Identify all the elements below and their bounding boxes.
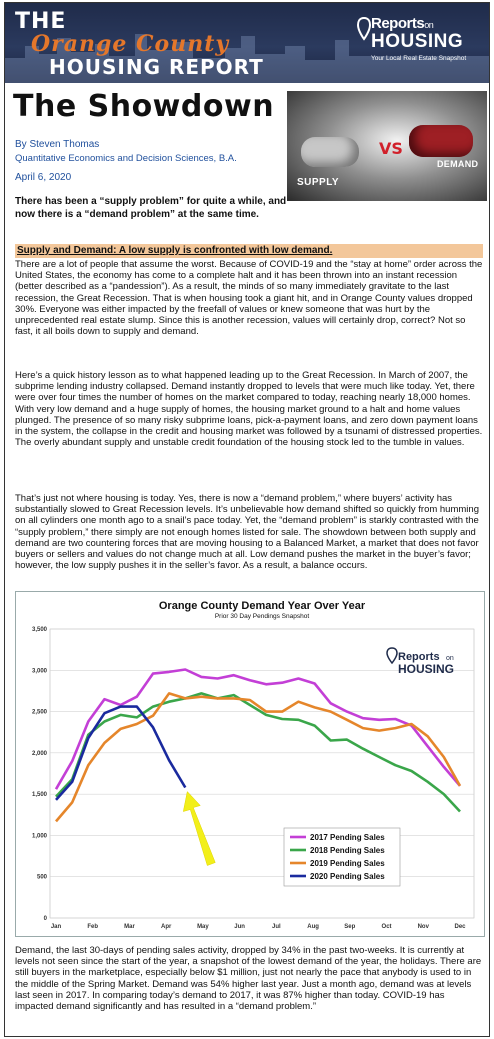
paragraph-1: There are a lot of people that assume the worst. Because of COVID-19 and the “stay at home” order across the United States, the economy has come to a complete halt and it has been thrown into an instant recession (better described as a “pandession”). As a result, the minds of so many immediately gravitate to the last recession, the Great Recession. That is when housing took a giant hit, and in Orange County values dropped 30%. Everyone was either impacted by the freefall of values or knew someone that was hurt by the unprecedented real estate slump. Since this is another recession, values will certainly drop, correct? Not so fast, it all boils down to supply and demand. — [15, 259, 483, 338]
x-tick-label: Aug — [307, 924, 319, 930]
x-tick-label: Jun — [234, 924, 245, 930]
x-tick-label: Oct — [381, 924, 392, 930]
chart-logo-housing: HOUSING — [398, 662, 455, 676]
y-tick-label: 3,500 — [31, 627, 47, 633]
paragraph-4: Demand, the last 30-days of pending sales activity, dropped by 34% in the past two-weeks. It is currently at levels not seen since the start of the year, a snapshot of the lowest demand of the year, the holidays. There are still buyers in the marketplace, especially below $1 million, just not nearly the pace that anybody is used to in the middle of the Spring Market. Demand was 54% higher last year. Just a month ago, demand was at levels last seen in 2017. In comparing today’s demand to 2017, it was 87% higher than today. COVID-19 has impacted demand significantly and has resulted in a “demand problem.” — [15, 945, 482, 1013]
chart-logo-on: on — [446, 655, 454, 662]
supply-fist-graphic — [301, 137, 359, 167]
banner-county: Orange County — [31, 31, 230, 57]
x-tick-label: Jan — [50, 924, 62, 930]
reports-on-housing-logo — [357, 15, 477, 71]
supply-vs-demand-image — [287, 91, 487, 201]
chart-logo-reports: Reports — [398, 651, 440, 663]
y-tick-label: 1,500 — [31, 792, 47, 799]
author-affiliation: Quantitative Economics and Decision Sciences, B.A. — [15, 153, 237, 164]
banner-housing-report: HOUSING REPORT — [49, 55, 264, 79]
y-tick-label: 2,500 — [31, 709, 47, 716]
x-tick-label: Apr — [161, 924, 172, 930]
y-tick-label: 3,000 — [31, 668, 47, 675]
demand-fist-graphic — [409, 125, 473, 157]
x-tick-label: Nov — [417, 924, 429, 930]
y-tick-label: 0 — [43, 916, 47, 922]
banner-the: THE — [15, 9, 67, 34]
legend-label: 2018 Pending Sales — [310, 846, 385, 855]
y-tick-label: 2,000 — [31, 750, 47, 757]
x-tick-label: Jul — [272, 924, 281, 930]
x-tick-label: Dec — [454, 924, 466, 930]
y-tick-label: 500 — [36, 874, 47, 881]
article-author: By Steven Thomas — [15, 139, 100, 150]
article-title: The Showdown — [13, 89, 275, 124]
y-tick-label: 1,000 — [31, 833, 47, 840]
x-tick-label: May — [197, 924, 209, 930]
report-page — [4, 2, 490, 1037]
legend-label: 2020 Pending Sales — [310, 872, 385, 881]
logo-tagline: Your Local Real Estate Snapshot — [371, 55, 467, 62]
article-lead: There has been a “supply problem” for quite a while, and now there is a “demand problem” at the same time. — [15, 196, 287, 220]
demand-chart-svg — [16, 592, 484, 936]
x-tick-label: Feb — [87, 924, 99, 930]
hero-supply-label: SUPPLY — [297, 177, 340, 188]
chart-title: Orange County Demand Year Over Year — [158, 600, 366, 612]
hero-vs: VS — [379, 139, 403, 158]
logo-housing: HOUSING — [371, 31, 464, 52]
location-pin-icon — [357, 17, 371, 47]
chart-subtitle: Prior 30 Day Pendings Snapshot — [214, 613, 310, 620]
x-tick-label: Sep — [344, 924, 356, 930]
legend-label: 2017 Pending Sales — [310, 833, 385, 842]
demand-chart — [15, 591, 485, 937]
hero-demand-label: DEMAND — [437, 159, 479, 169]
article-date: April 6, 2020 — [15, 172, 72, 183]
logo-reports: Reports — [371, 15, 425, 32]
paragraph-2: Here’s a quick history lesson as to what happened leading up to the Great Recession. In March of 2007, the subprime lending industry collapsed. Demand instantly dropped to levels that were much like today. Yet, there were over four times the number of homes on the market compared to today, reaching nearly 18,000 homes. With very low demand and a huge supply of homes, the housing market ground to a halt and home values plunged. The presence of so many risky subprime loans, pick-a-payment loans, and zero down payment loans in the system, the collapse in the credit and housing market was followed by a tsunami of distressed properties. The overly abundant supply and unstable credit foundation of the housing stock led to the tumble in values. — [15, 370, 483, 449]
report-banner — [5, 3, 489, 83]
paragraph-3: That’s just not where housing is today. Yes, there is now a “demand problem,” where buyers’ activity has substantially slowed to Great Recession levels. It’s unbelievable how demand shifted so quickly from humming on all cylinders one month ago to a snail’s pace today. Yet, the “demand problem” is starkly contrasted with the “supply problem,” there simply are not enough homes listed for sale. The showdown between both supply and demand are two countering forces that are moving housing to a Balanced Market, a market that does not favor buyers or sellers and values do not change much at all. Low demand pushes the market in the buyer’s favor; however, the low supply pushes it in the seller’s favor. As a result, a balance occurs. — [15, 493, 479, 572]
x-tick-label: Mar — [124, 924, 135, 930]
section-heading: Supply and Demand: A low supply is confronted with low demand. — [15, 244, 483, 258]
logo-on: on — [424, 20, 434, 30]
legend-label: 2019 Pending Sales — [310, 859, 385, 868]
